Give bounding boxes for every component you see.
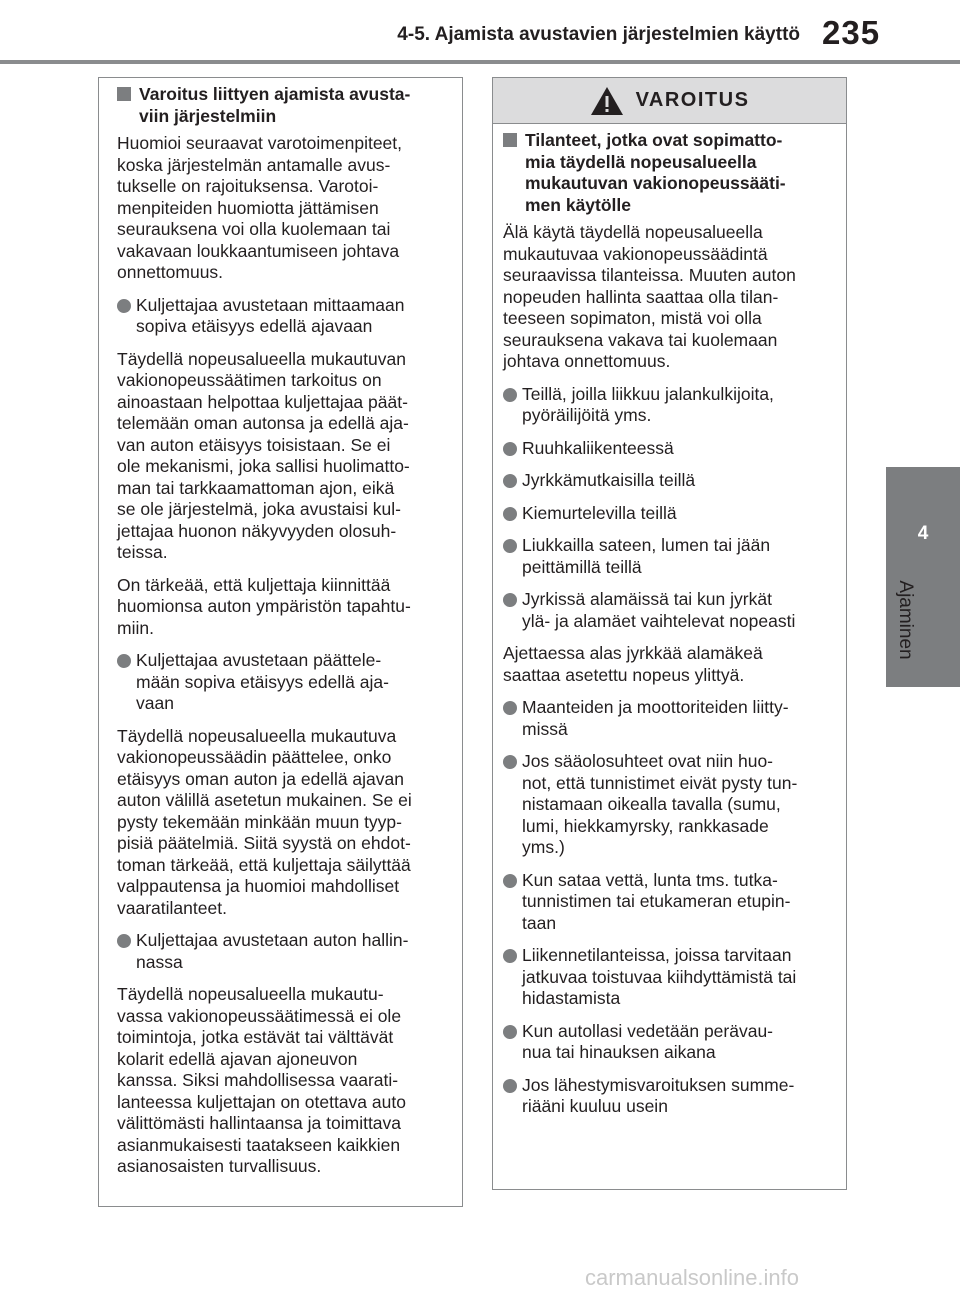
list-item — [503, 1075, 833, 1118]
watermark: carmanualsonline.info — [585, 1265, 800, 1290]
list-item — [503, 470, 833, 492]
text-line: vakavaan loukkaantumiseen johtava — [117, 240, 400, 261]
text-line: Kiemurtelevilla teillä — [522, 502, 677, 523]
text-line: teeseen sopimaton, mistä voi olla — [503, 308, 762, 328]
list-item — [503, 751, 833, 859]
chapter-number: 4 — [917, 523, 929, 544]
text-line: Kuljettajaa avustetaan auton hallin- — [136, 930, 409, 950]
header-rule — [0, 60, 960, 64]
text-line: ole mekanismi, joka sallisi huolimatto- — [117, 456, 410, 476]
list-item — [503, 438, 833, 460]
list-item — [503, 384, 833, 427]
warning-intro — [503, 222, 833, 373]
list-item — [503, 1021, 833, 1064]
text-line: teissa. — [117, 542, 168, 562]
circle-bullet-icon — [503, 593, 517, 607]
circle-bullet-icon — [503, 539, 517, 553]
text-line: missä — [522, 718, 568, 739]
circle-bullet-icon — [503, 388, 517, 402]
text-line: menpiteiden huomiotta jättämisen — [117, 197, 379, 218]
text-line: vaan — [136, 693, 174, 713]
circle-bullet-icon — [117, 654, 131, 668]
text-line: tukselle on rajoituksensa. Varotoi- — [117, 176, 379, 196]
circle-bullet-icon — [503, 1079, 517, 1093]
list-item — [117, 650, 450, 715]
text-line: men käytölle — [525, 194, 632, 215]
text-line: nopeuden hallinta saattaa olla tilan- — [503, 286, 779, 307]
text-line: johtava onnettomuus. — [503, 351, 671, 371]
text-line: lumi, hiekkamyrsky, rankkasade — [522, 815, 769, 836]
text-line: mia täydellä nopeusalueella — [525, 151, 757, 172]
list-item — [117, 295, 450, 338]
circle-bullet-icon — [503, 701, 517, 715]
warning-header — [493, 78, 846, 124]
text-line: etäisyys oman auton ja edellä ajavan — [117, 768, 404, 789]
text-line: kolarit edellä ajavan ajoneuvon — [117, 1048, 358, 1069]
text-line: Varoitus liittyen ajamista avusta- — [139, 84, 411, 104]
text-line: Liukkailla sateen, lumen tai jään — [522, 535, 771, 555]
warning-box — [492, 77, 847, 1190]
text-line: tunnistimen tai etukameran etupin- — [522, 891, 791, 911]
paragraph — [503, 643, 833, 686]
text-line: Täydellä nopeusalueella mukautuvan — [117, 348, 406, 369]
circle-bullet-icon — [503, 507, 517, 521]
text-line: Jyrkkämutkaisilla teillä — [522, 470, 696, 490]
text-line: Älä käytä täydellä nopeusalueella — [503, 222, 763, 242]
caution-heading — [117, 84, 450, 127]
square-bullet-icon — [117, 87, 131, 101]
text-line: mukautuvan vakionopeussääti- — [525, 173, 786, 193]
text-line: onnettomuus. — [117, 262, 224, 282]
text-line: huomionsa auton ympäristön tapahtu- — [117, 596, 411, 616]
text-line: vakionopeussäädin päättelee, onko — [117, 747, 392, 767]
text-line: Huomioi seuraavat varotoimenpiteet, — [117, 133, 403, 153]
paragraph — [117, 575, 450, 640]
text-line: välittömästi hallintaansa ja toimittava — [117, 1113, 402, 1133]
list-item — [503, 589, 833, 632]
text-line: taan — [522, 912, 557, 933]
text-line: nua tai hinauksen aikana — [522, 1042, 716, 1062]
text-line: asianosaisten turvallisuus. — [117, 1156, 322, 1176]
text-line: hidastamista — [522, 988, 621, 1008]
paragraph — [117, 984, 450, 1178]
paragraph — [117, 349, 450, 564]
text-line: mään sopiva etäisyys edellä aja- — [136, 671, 389, 692]
text-line: Jyrkissä alamäissä tai kun jyrkät — [522, 589, 772, 609]
warning-heading — [503, 130, 833, 216]
text-line: Jos lähestymisvaroituksen summe- — [522, 1074, 795, 1095]
text-line: se ole järjestelmä, joka avustaisi kul- — [117, 499, 402, 519]
circle-bullet-icon — [503, 755, 517, 769]
chapter-label: Ajaminen — [895, 580, 916, 660]
circle-bullet-icon — [503, 949, 517, 963]
text-line: man tai tarkkaamattoman ajon, eikä — [117, 477, 395, 498]
text-line: vaaratilanteet. — [117, 897, 227, 918]
text-line: nistamaan oikealla tavalla (sumu, — [522, 794, 781, 814]
warning-triangle-icon — [590, 86, 624, 116]
caution-box — [98, 77, 463, 1207]
text-line: nassa — [136, 951, 183, 972]
circle-bullet-icon — [503, 474, 517, 488]
text-line: asianmukaisesti taatakseen kaikkien — [117, 1134, 401, 1155]
text-line: telemään oman autonsa ja edellä aja- — [117, 413, 409, 433]
text-line: miin. — [117, 617, 154, 638]
text-line: mukautuvaa vakionopeussäädintä — [503, 243, 768, 264]
text-line: Täydellä nopeusalueella mukautuva — [117, 725, 397, 746]
text-line: Maanteiden ja moottoriteiden liitty- — [522, 697, 789, 717]
text-line: seurauksena vakava tai kuolemaan — [503, 329, 778, 350]
text-line: koska järjestelmän antamalle avus- — [117, 154, 391, 175]
text-line: yms.) — [522, 837, 565, 857]
text-line: lanteessa kuljettajan on otettava auto — [117, 1091, 406, 1112]
circle-bullet-icon — [503, 442, 517, 456]
text-line: Liikennetilanteissa, joissa tarvitaan — [522, 945, 792, 965]
warning-title: VAROITUS — [635, 89, 750, 111]
caution-intro — [117, 133, 450, 284]
circle-bullet-icon — [503, 1025, 517, 1039]
text-line: seurauksena voi olla kuolemaan tai — [117, 219, 391, 239]
circle-bullet-icon — [503, 874, 517, 888]
text-line: peittämillä teillä — [522, 556, 642, 577]
text-line: pysty tekemään minkään muun tyyp- — [117, 811, 402, 832]
text-line: jatkuvaa toistuvaa kiihdyttämistä tai — [522, 966, 797, 987]
list-item — [503, 503, 833, 525]
page-number: 235 — [822, 14, 881, 51]
text-line: saattaa asetettu nopeus ylittyä. — [503, 664, 745, 685]
text-line: vakionopeussäätimen tarkoitus on — [117, 370, 382, 390]
text-line: toman tärkeää, että kuljettaja säilyttää — [117, 854, 411, 875]
list-item — [503, 697, 833, 740]
text-line: seuraavissa tilanteissa. Muuten auton — [503, 265, 796, 285]
text-line: ylä- ja alamäet vaihtelevat nopeasti — [522, 610, 796, 631]
text-line: Kuljettajaa avustetaan päättele- — [136, 650, 382, 670]
circle-bullet-icon — [117, 299, 131, 313]
text-line: not, että tunnistimet eivät pysty tun- — [522, 772, 798, 793]
text-line: sopiva etäisyys edellä ajavaan — [136, 316, 373, 336]
text-line: ainoastaan helpottaa kuljettajaa päät- — [117, 391, 408, 412]
text-line: Tilanteet, jotka ovat sopimatto- — [525, 130, 783, 150]
text-line: Ajettaessa alas jyrkkää alamäkeä — [503, 643, 763, 663]
text-line: On tärkeää, että kuljettaja kiinnittää — [117, 574, 391, 595]
text-line: toimintoja, jotka estävät tai välttävät — [117, 1027, 394, 1047]
list-item — [503, 535, 833, 578]
text-line: viin järjestelmiin — [139, 105, 277, 126]
list-item — [117, 930, 450, 973]
paragraph — [117, 726, 450, 920]
section-title: 4-5. Ajamista avustavien järjestelmien käyttö — [397, 24, 800, 45]
circle-bullet-icon — [117, 934, 131, 948]
list-item — [503, 870, 833, 935]
text-line: Kun autollasi vedetään perävau- — [522, 1020, 774, 1041]
list-item — [503, 945, 833, 1010]
text-line: kanssa. Siksi mahdollisessa vaarati- — [117, 1070, 399, 1090]
square-bullet-icon — [503, 133, 517, 147]
text-line: van auton etäisyys toisistaan. Se ei — [117, 434, 391, 455]
text-line: Teillä, joilla liikkuu jalankulkijoita, — [522, 383, 774, 404]
text-line: Täydellä nopeusalueella mukautu- — [117, 984, 384, 1004]
text-line: Kuljettajaa avustetaan mittaamaan — [136, 294, 405, 315]
text-line: Ruuhkaliikenteessä — [522, 437, 674, 458]
text-line: vassa vakionopeussäätimessä ei ole — [117, 1005, 402, 1026]
text-line: pisiä päätelmiä. Siitä syystä on ehdot- — [117, 833, 411, 853]
text-line: auton välillä asetetun mukainen. Se ei — [117, 790, 412, 810]
text-line: Kun sataa vettä, lunta tms. tutka- — [522, 869, 778, 890]
text-line: jettajaa huonon näkyvyyden olosuh- — [117, 520, 397, 541]
text-line: valppautensa ja huomioi mahdolliset — [117, 876, 400, 896]
text-line: pyöräilijöitä yms. — [522, 405, 652, 425]
text-line: riääni kuuluu usein — [522, 1096, 668, 1116]
text-line: Jos sääolosuhteet ovat niin huo- — [522, 751, 773, 771]
